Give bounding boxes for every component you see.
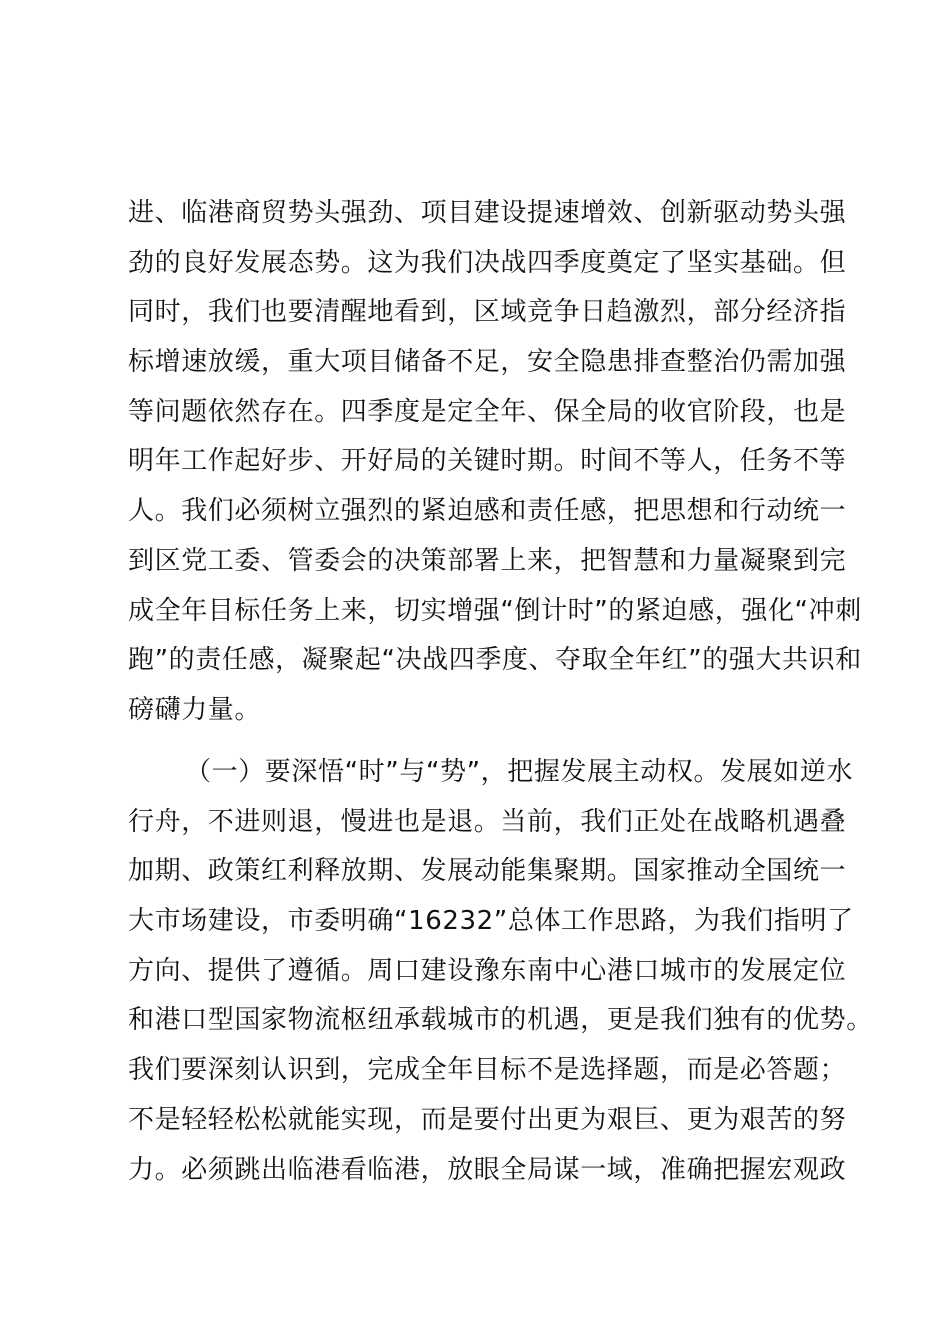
text-line: 和港口型国家物流枢纽承载城市的机遇，更是我们独有的优势。 [128,1005,873,1036]
body-paragraph [128,189,862,736]
text-line: 加期、政策红利释放期、发展动能集聚期。国家推动全国统一 [128,856,847,887]
text-line: 力。必须跳出临港看临港，放眼全局谋一域，准确把握宏观政 [128,1154,847,1185]
text-line: 劲的良好发展态势。这为我们决战四季度奠定了坚实基础。但 [128,247,847,278]
text-line: 同时，我们也要清醒地看到，区域竞争日趋激烈，部分经济指 [128,297,847,328]
text-line: 磅礴力量。 [128,694,262,725]
text-line: 进、临港商贸势头强劲、项目建设提速增效、创新驱动势头强 [128,198,847,228]
text-line: 到区党工委、管委会的决策部署上来，把智慧和力量凝聚到完 [128,545,847,576]
text-line: 等问题依然存在。四季度是定全年、保全局的收官阶段，也是 [128,396,847,427]
text-line: 方向、提供了遵循。周口建设豫东南中心港口城市的发展定位 [128,955,847,986]
text-line: 人。我们必须树立强烈的紧迫感和责任感，把思想和行动统一 [128,496,847,527]
text-line: 跑”的责任感，凝聚起“决战四季度、夺取全年红”的强大共识和 [128,645,862,676]
section-paragraph [128,748,873,1195]
text-line: 我们要深刻认识到，完成全年目标不是选择题，而是必答题； [128,1055,847,1086]
text-line: 标增速放缓，重大项目储备不足，安全隐患排查整治仍需加强 [128,347,847,378]
text-line: 明年工作起好步、开好局的关键时期。时间不等人，任务不等 [128,446,847,477]
text-line: 不是轻轻松松就能实现，而是要付出更为艰巨、更为艰苦的努 [128,1104,847,1135]
text-line: 行舟，不进则退，慢进也是退。当前，我们正处在战略机遇叠 [128,806,847,837]
text-line: 大市场建设，市委明确“16232”总体工作思路，为我们指明了 [128,906,854,937]
section-heading-line: （一）要深悟“时”与“势”，把握发展主动权。发展如逆水 [185,757,854,787]
text-line: 成全年目标任务上来，切实增强“倒计时”的紧迫感，强化“冲刺 [128,595,862,626]
